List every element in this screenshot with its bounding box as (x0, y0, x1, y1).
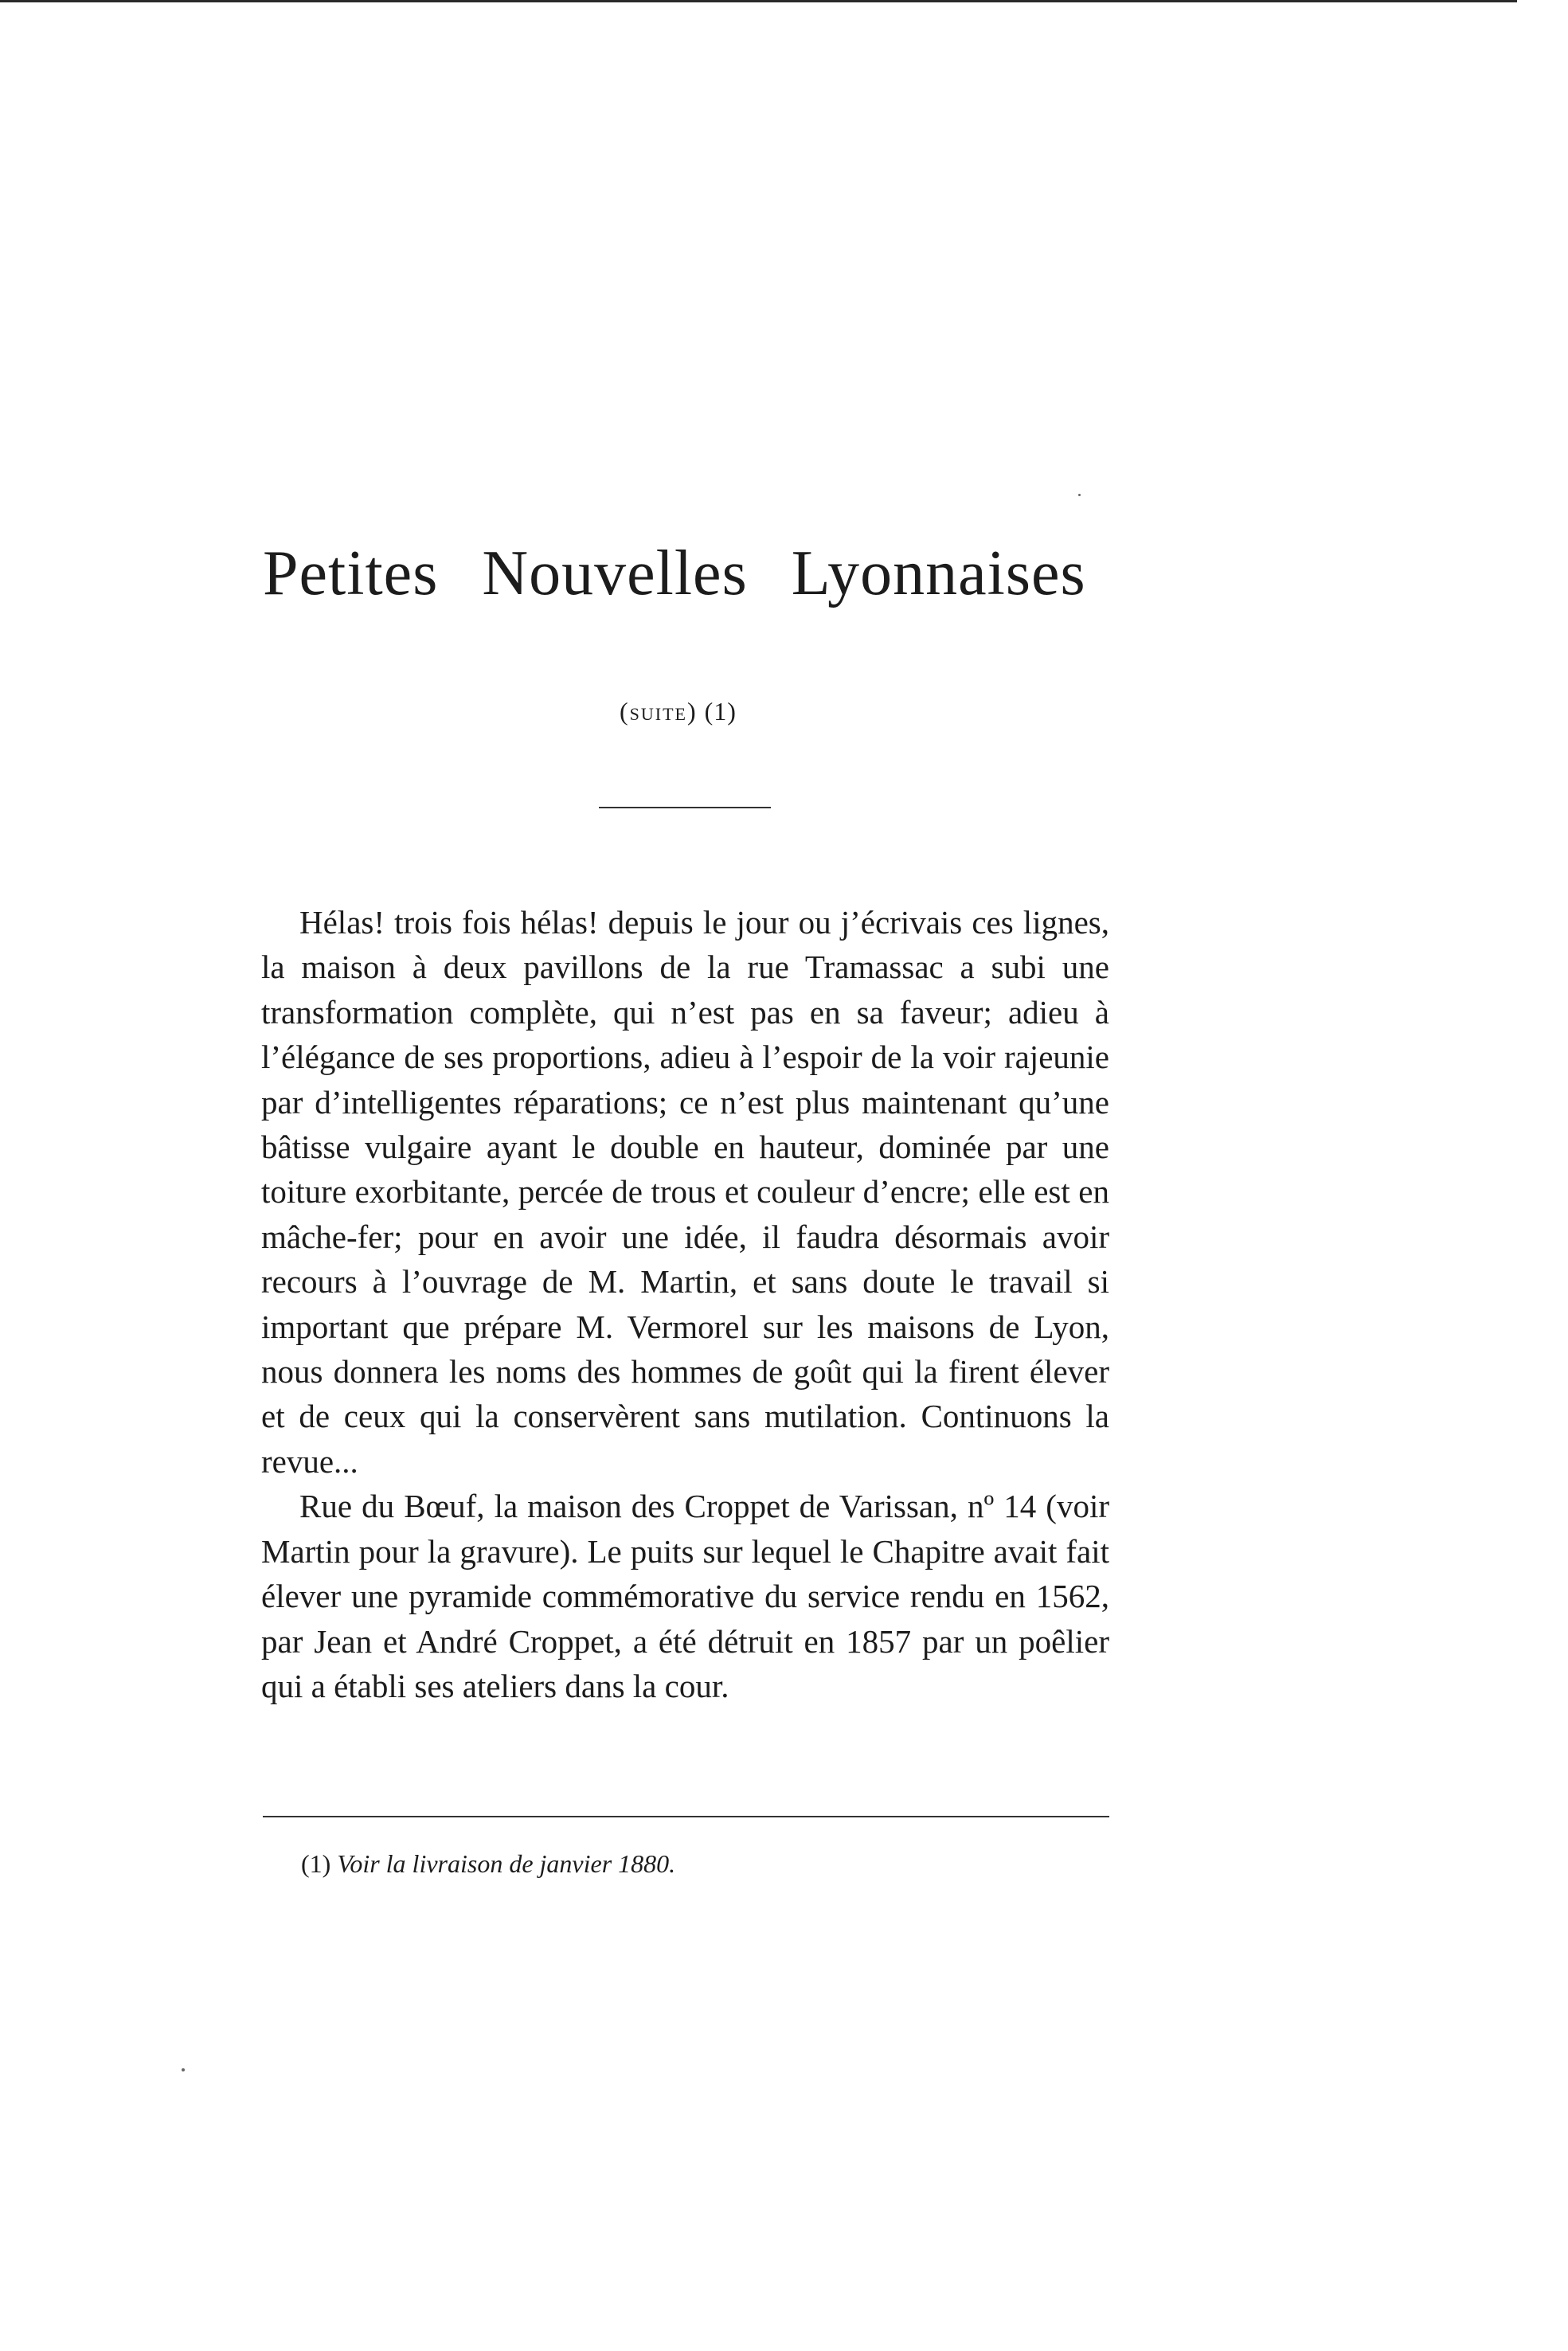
subtitle-suite: (suite) (620, 697, 698, 726)
article-title: Petites Nouvelles Lyonnaises (263, 538, 1086, 608)
footnote-text: Voir la livraison de janvier 1880. (337, 1849, 676, 1878)
article-subtitle (620, 697, 737, 726)
footnote-marker: (1) (301, 1849, 331, 1878)
paragraph: Rue du Bœuf, la maison des Croppet de Varissan, nº 14 (voir Martin pour la gravure). Le puits sur lequel le Chapitre avait fait élever une pyramide commémorative du service rendu en 1562, par Jean et André Croppet, a été détruit en 1857 par un poêlier qui a établi ses ateliers dans la cour. (261, 1488, 1109, 1704)
title-separator-rule (599, 807, 771, 808)
paragraph: Hélas! trois fois hélas! depuis le jour ou j’écrivais ces lignes, la maison à deux pavillons de la rue Tramassac a subi une transformation complète, qui n’est pas en sa faveur; adieu à l’élégance de ses proportions, adieu à l’espoir de la voir rajeunie par d’intelligentes réparations; ce n’est plus maintenant qu’une bâtisse vulgaire ayant le double en hauteur, dominée par une toiture exorbitante, percée de trous et couleur d’encre; elle est en mâche-fer; pour en avoir une idée, il faudra désormais avoir recours à l’ouvrage de M. Martin, et sans doute le travail si important que prépare M. Vermorel sur les maisons de Lyon, nous donnera les noms des hommes de goût qui la firent élever et de ceux qui la conservèrent sans mutilation. Continuons la revue... (261, 904, 1109, 1480)
top-border-rule (0, 0, 1517, 2)
footnote-separator-rule (263, 1816, 1109, 1817)
paper-speck (182, 2068, 185, 2071)
subtitle-footnote-ref[interactable]: (1) (704, 697, 737, 726)
footnote (301, 1849, 675, 1879)
paper-speck (1078, 494, 1081, 496)
article-body (261, 900, 1109, 1708)
